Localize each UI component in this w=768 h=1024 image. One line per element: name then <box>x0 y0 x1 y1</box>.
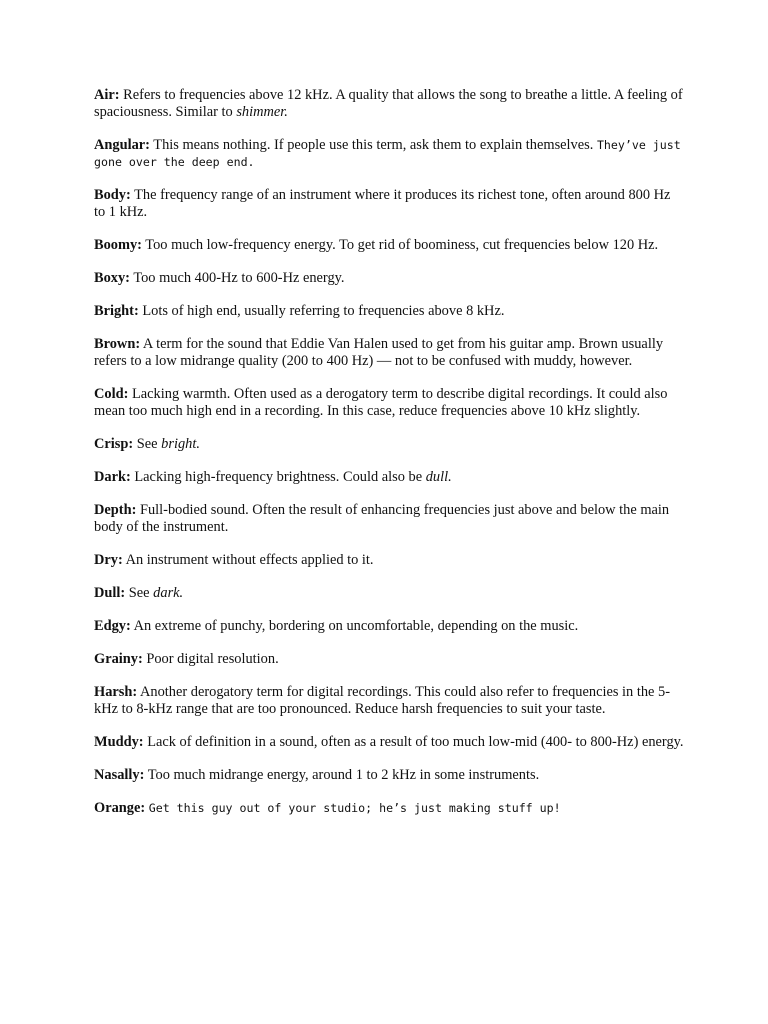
glossary-definition: The frequency range of an instrument where it produces its richest tone, often around 800 Hz to 1 kHz. <box>94 187 671 220</box>
glossary-term: Air: <box>94 87 120 103</box>
glossary-list <box>94 87 684 817</box>
glossary-entry <box>94 502 684 536</box>
glossary-definition: Get this guy out of your studio; he’s just making stuff up! <box>148 801 561 815</box>
glossary-entry <box>94 651 684 668</box>
glossary-term: Dull: <box>94 585 126 601</box>
cross-reference: dull. <box>425 469 452 485</box>
glossary-definition: Full-bodied sound. Often the result of enhancing frequencies just above and below the main body of the instrument. <box>94 502 670 535</box>
glossary-entry <box>94 469 684 486</box>
glossary-term: Crisp: <box>94 436 134 452</box>
glossary-term: Orange: <box>94 800 146 816</box>
glossary-definition: This means nothing. If people use this term, ask them to explain themselves. <box>149 137 597 153</box>
glossary-definition: Poor digital resolution. <box>142 651 279 667</box>
glossary-entry <box>94 237 684 254</box>
glossary-entry <box>94 734 684 751</box>
glossary-term: Dry: <box>94 552 123 568</box>
glossary-entry <box>94 585 684 602</box>
glossary-definition: An extreme of punchy, bordering on uncomfortable, depending on the music. <box>130 618 579 634</box>
glossary-definition: See <box>133 436 162 452</box>
glossary-definition: Too much midrange energy, around 1 to 2 kHz in some instruments. <box>144 767 540 783</box>
glossary-entry <box>94 270 684 287</box>
glossary-term: Edgy: <box>94 618 131 634</box>
glossary-term: Nasally: <box>94 767 145 783</box>
glossary-entry <box>94 767 684 784</box>
glossary-term: Dark: <box>94 469 131 485</box>
glossary-entry <box>94 137 684 171</box>
glossary-term: Depth: <box>94 502 137 518</box>
cross-reference: shimmer. <box>236 104 288 120</box>
glossary-definition: Too much 400-Hz to 600-Hz energy. <box>129 270 345 286</box>
glossary-entry <box>94 684 684 718</box>
cross-reference: dark. <box>153 585 184 601</box>
glossary-page <box>94 87 684 833</box>
glossary-term: Angular: <box>94 137 150 153</box>
cross-reference: bright. <box>161 436 200 452</box>
glossary-definition: Lacking warmth. Often used as a derogatory term to describe digital recordings. It could also mean too much high end in a recording. In this case, reduce frequencies above 10 kHz slightly. <box>94 386 668 419</box>
glossary-definition: Lack of definition in a sound, often as a result of too much low-mid (400- to 800-Hz) energy. <box>143 734 684 750</box>
glossary-entry <box>94 187 684 221</box>
glossary-definition: See <box>125 585 154 601</box>
glossary-definition: Lots of high end, usually referring to frequencies above 8 kHz. <box>138 303 505 319</box>
glossary-definition: A term for the sound that Eddie Van Halen used to get from his guitar amp. Brown usually refers to a low midrange quality (200 to 400 Hz) — not to be confused with muddy, however. <box>94 336 664 369</box>
glossary-term: Boomy: <box>94 237 142 253</box>
glossary-entry <box>94 618 684 635</box>
glossary-definition: An instrument without effects applied to it. <box>122 552 374 568</box>
glossary-term: Boxy: <box>94 270 130 286</box>
glossary-entry <box>94 87 684 121</box>
glossary-definition: Too much low-frequency energy. To get rid of boominess, cut frequencies below 120 Hz. <box>141 237 659 253</box>
glossary-entry <box>94 436 684 453</box>
glossary-definition: Refers to frequencies above 12 kHz. A quality that allows the song to breathe a little. A feeling of spaciousness. Similar to <box>94 87 683 120</box>
glossary-definition: Another derogatory term for digital recordings. This could also refer to frequencies in the 5-kHz to 8-kHz range that are too pronounced. Reduce harsh frequencies to suit your taste. <box>94 684 671 717</box>
glossary-entry <box>94 386 684 420</box>
glossary-entry <box>94 336 684 370</box>
glossary-entry <box>94 552 684 569</box>
glossary-term: Cold: <box>94 386 129 402</box>
glossary-term: Bright: <box>94 303 139 319</box>
glossary-term: Grainy: <box>94 651 143 667</box>
glossary-term: Body: <box>94 187 131 203</box>
glossary-entry <box>94 303 684 320</box>
glossary-entry <box>94 800 684 817</box>
glossary-definition: They’ve just gone over the deep end. <box>94 138 681 169</box>
glossary-term: Harsh: <box>94 684 138 700</box>
glossary-definition: Lacking high-frequency brightness. Could also be <box>130 469 426 485</box>
glossary-term: Brown: <box>94 336 141 352</box>
glossary-term: Muddy: <box>94 734 144 750</box>
